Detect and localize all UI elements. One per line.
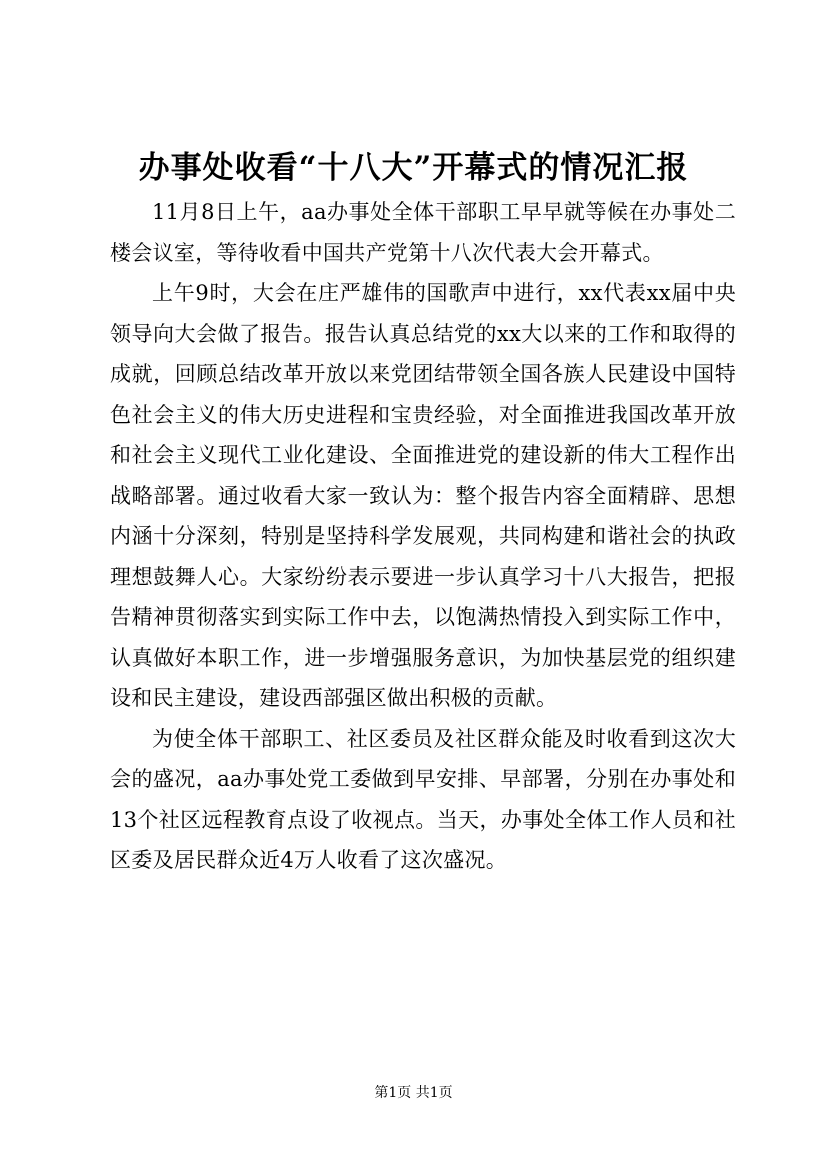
document-title: 办事处收看“十八大”开幕式的情况汇报 [138, 150, 689, 186]
document-body [110, 192, 736, 881]
page-number-footer: 第1页 共1页 [374, 1085, 453, 1101]
paragraph-2: 上午9时，大会在庄严雄伟的国歌声中进行，xx代表xx届中央领导向大会做了报告。报告认真总结党的xx大以来的工作和取得的成就，回顾总结改革开放以来党团结带领全国各族人民建设中国特色社会主义的伟大历史进程和宝贵经验，对全面推进我国改革开放和社会主义现代工业化建设、全面推进党的建设新的伟大工程作出战略部署。通过收看大家一致认为：整个报告内容全面精辟、思想内涵十分深刻，特别是坚持科学发展观，共同构建和谐社会的执政理想鼓舞人心。大家纷纷表示要进一步认真学习十八大报告，把报告精神贯彻落实到实际工作中去，以饱满热情投入到实际工作中，认真做好本职工作，进一步增强服务意识，为加快基层党的组织建设和民主建设，建设西部强区做出积极的贡献。 [110, 281, 736, 710]
paragraph-3: 为使全体干部职工、社区委员及社区群众能及时收看到这次大会的盛况，aa办事处党工委做到早安排、早部署，分别在办事处和13个社区远程教育点设了收视点。当天，办事处全体工作人员和社区委及居民群众近4万人收看了这次盛况。 [110, 726, 736, 872]
paragraph-1: 11月8日上午，aa办事处全体干部职工早早就等候在办事处二楼会议室，等待收看中国共产党第十八次代表大会开幕式。 [110, 200, 736, 265]
